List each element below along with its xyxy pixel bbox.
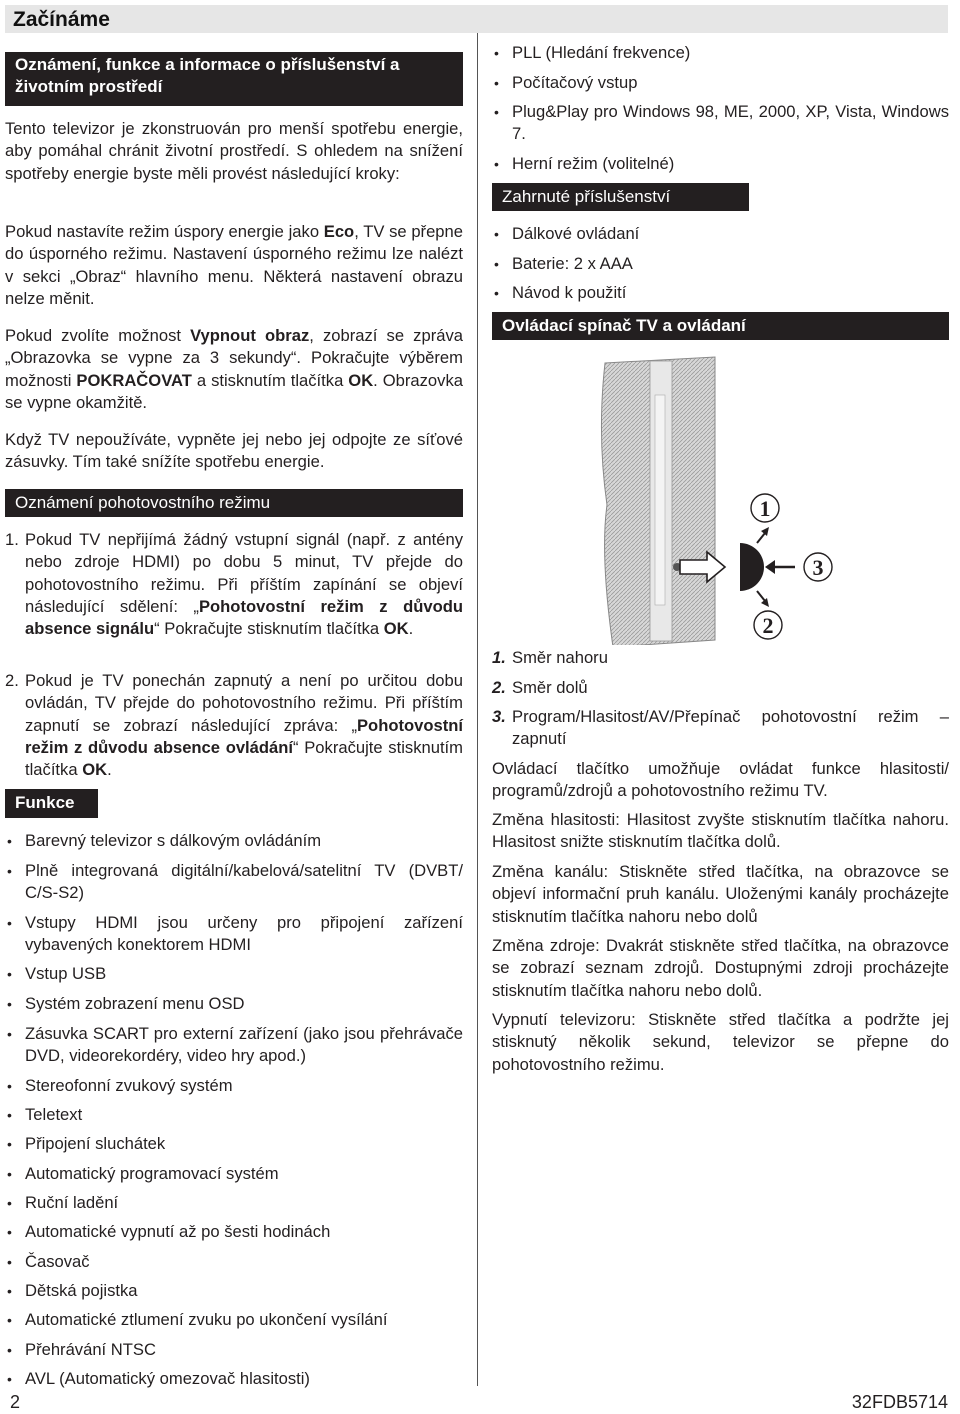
feature-item: • Automatický programovací systém (5, 1163, 463, 1185)
standby-item-2-text-c: “ Pokračujte stisknutím tlačítka (25, 737, 463, 780)
feature-item: • AVL (Automatický omezovač hlasitosti) (5, 1368, 463, 1390)
tv-side-inner (655, 395, 665, 605)
button-half-disc (740, 543, 764, 591)
section-header-features (5, 789, 98, 818)
page-number: 2 (10, 1392, 21, 1412)
accessory-item: • Dálkové ovládaní (492, 223, 949, 245)
continue-label: POKRAČOVAT (76, 370, 192, 390)
arrow-up-head (761, 527, 769, 536)
section-header-notices-text: Oznámení, funkce a informace o příslušenství a životním prostředí (15, 55, 400, 96)
section-header-control-text: Ovládací spínač TV a ovládaní (502, 316, 746, 335)
standby-item-2-text-e: . (107, 760, 112, 780)
arrow-down-icon (757, 591, 765, 601)
standby-no-control-label: Pohotovostní režim z důvodu absence ovládání (25, 715, 463, 757)
paragraph-control-button: Ovládací tlačítko umožňuje ovládat funkce hlasitosti/ programů/zdrojů a pohotovostního režimu TV. (492, 759, 949, 801)
eco-text-a: Pokud nastavíte režim úspory energie jako (5, 222, 324, 241)
legend-text-2: Směr dolů (512, 678, 588, 697)
callout-label-1: 1 (759, 496, 771, 521)
eco-text-c: , TV se přepne do úsporného režimu. Nastavení úsporného režimu lze nalézt v sekci „Obraz“ hlavního menu. Některá nastavení obrazu nelze měnit. (5, 222, 463, 308)
standby-item-1 (5, 529, 463, 640)
standby-no-signal-label: Pohotovostní režim z důvodu absence signálu (25, 596, 464, 639)
feature-item: • Automatické ztlumení zvuku po ukončení vysílání (5, 1309, 463, 1331)
picture-off-text-g: . Obrazovka se vypne okamžitě. (5, 370, 463, 412)
accessory-item: • Návod k použití (492, 282, 949, 304)
section-header-notices (5, 52, 463, 106)
standby-item-1-ok: OK (383, 619, 409, 639)
paragraph-unplug: Když TV nepoužíváte, vypněte jej nebo jej odpojte ze síťové zásuvky. Tím také snížíte spotřebu energie. (5, 430, 463, 472)
feature-item: • Přehrávání NTSC (5, 1339, 463, 1361)
legend-item-1 (492, 647, 949, 669)
legend-text-3: Program/Hlasitost/AV/Přepínač pohotovostní režim – zapnutí (512, 707, 949, 749)
standby-item-1-text-a: Pokud TV nepřijímá žádný vstupní signál (např. z antény nebo zdroje HDMI) po dobu 5 minut, TV přejde do pohotovostního režimu. Při příštím zapínání se objeví následující sdělení: „ (25, 530, 463, 616)
legend-item-3 (492, 706, 949, 751)
paragraph-eco (5, 221, 463, 310)
section-header-accessories (492, 183, 749, 211)
legend-number-3: 3. (492, 707, 506, 726)
eco-label: Eco (323, 222, 355, 241)
legend-number-1: 1. (492, 648, 506, 667)
picture-off-text-c: , zobrazí se zpráva „Obrazovka se vypne za 3 sekundy“. Pokračujte výběrem možnosti (5, 326, 463, 390)
standby-item-2-number: 2. (5, 671, 19, 690)
tv-control-illustration (595, 355, 855, 645)
page-title: Začínáme (13, 8, 110, 31)
page-title-bar (5, 5, 948, 33)
section-header-standby (5, 489, 463, 517)
feature-item: • Automatické vypnutí až po šesti hodinách (5, 1221, 463, 1243)
feature-item: • Plug&Play pro Windows 98, ME, 2000, XP, Vista, Windows 7. (492, 101, 949, 146)
feature-item: • Časovač (5, 1251, 463, 1273)
feature-item: • Počítačový vstup (492, 72, 949, 94)
standby-item-1-number: 1. (5, 530, 19, 549)
callout-label-3: 3 (812, 555, 824, 580)
paragraph-energy: Tento televizor je zkonstruován pro menší spotřebu energie, aby pomáhal chránit životní prostředí. S ohledem na snížení spotřeby energie byste měli provést následující kroky: (5, 119, 463, 183)
callout-label-2: 2 (762, 613, 774, 638)
feature-item: • Stereofonní zvukový systém (5, 1075, 463, 1097)
picture-off-text-e: a stisknutím tlačítka (191, 370, 349, 390)
legend-number-2: 2. (492, 678, 506, 697)
feature-item: • Dětská pojistka (5, 1280, 463, 1302)
standby-item-2-text-a: Pokud je TV ponechán zapnutý a není po určitou dobu ovládán, TV přejde do pohotovostního režimu. Při příštím zapnutí se zobrazí následující zpráva: „ (25, 671, 463, 735)
paragraph-picture-off (5, 325, 463, 414)
arrow-left-head (765, 560, 775, 574)
section-header-accessories-text: Zahrnuté příslušenství (502, 187, 671, 206)
section-header-control (492, 312, 949, 340)
paragraph-source-change: Změna zdroje: Dvakrát stiskněte střed tlačítka, na obrazovce se zobrazí seznam zdrojů. Dostupnými zdroji procházejte stisknutím tlačítka nahoru nebo dolů. (492, 936, 949, 1000)
picture-off-text-a: Pokud zvolíte možnost (5, 326, 191, 345)
paragraph-power-off: Vypnutí televizoru: Stiskněte střed tlačítka a podržte jej stisknutý několik sekund, televizor se přepne do pohotovostního režimu. (492, 1010, 949, 1074)
paragraph-volume-change: Změna hlasitosti: Hlasitost zvyšte stisknutím tlačítka nahoru. Hlasitost snižte stisknutím tlačítka dolů. (492, 810, 949, 852)
column-divider (477, 33, 478, 1386)
feature-item: • Vstup USB (5, 963, 463, 985)
arrow-up-icon (757, 533, 765, 543)
feature-item: • Připojení sluchátek (5, 1133, 463, 1155)
standby-item-1-text-c: “ Pokračujte stisknutím tlačítka (154, 619, 384, 639)
feature-item: • Vstupy HDMI jsou určeny pro připojení zařízení vybavených konektorem HDMI (5, 912, 463, 957)
feature-item: • Ruční ladění (5, 1192, 463, 1214)
paragraph-channel-change: Změna kanálu: Stiskněte střed tlačítka, na obrazovce se objeví informační pruh kanálu. Uloženými kanály procházejte stisknutím tlačítka nahoru nebo dolů (492, 862, 949, 926)
feature-item: • Herní režim (volitelné) (492, 153, 949, 175)
standby-item-1-text-e: . (408, 619, 414, 639)
feature-item: • Zásuvka SCART pro externí zařízení (jako jsou přehrávače DVD, videorekordéry, video hry apod.) (5, 1023, 463, 1068)
feature-item: • PLL (Hledání frekvence) (492, 42, 949, 64)
ok-label: OK (348, 370, 374, 390)
model-number: 32FDB5714 (851, 1392, 948, 1412)
picture-off-label: Vypnout obraz (190, 326, 310, 345)
arrow-down-head (761, 598, 769, 607)
legend-item-2 (492, 677, 949, 699)
feature-item: • Plně integrovaná digitální/kabelová/satelitní TV (DVBT/ C/S-S2) (5, 860, 463, 905)
section-header-standby-text: Oznámení pohotovostního režimu (15, 493, 271, 512)
feature-item: • Barevný televizor s dálkovým ovládáním (5, 830, 463, 852)
legend-text-1: Směr nahoru (512, 648, 608, 667)
standby-item-2-ok: OK (82, 760, 108, 780)
feature-item: • Teletext (5, 1104, 463, 1126)
feature-item: • Systém zobrazení menu OSD (5, 993, 463, 1015)
section-header-features-text: Funkce (15, 793, 75, 812)
accessory-item: • Baterie: 2 x AAA (492, 253, 949, 275)
standby-item-2 (5, 670, 463, 781)
